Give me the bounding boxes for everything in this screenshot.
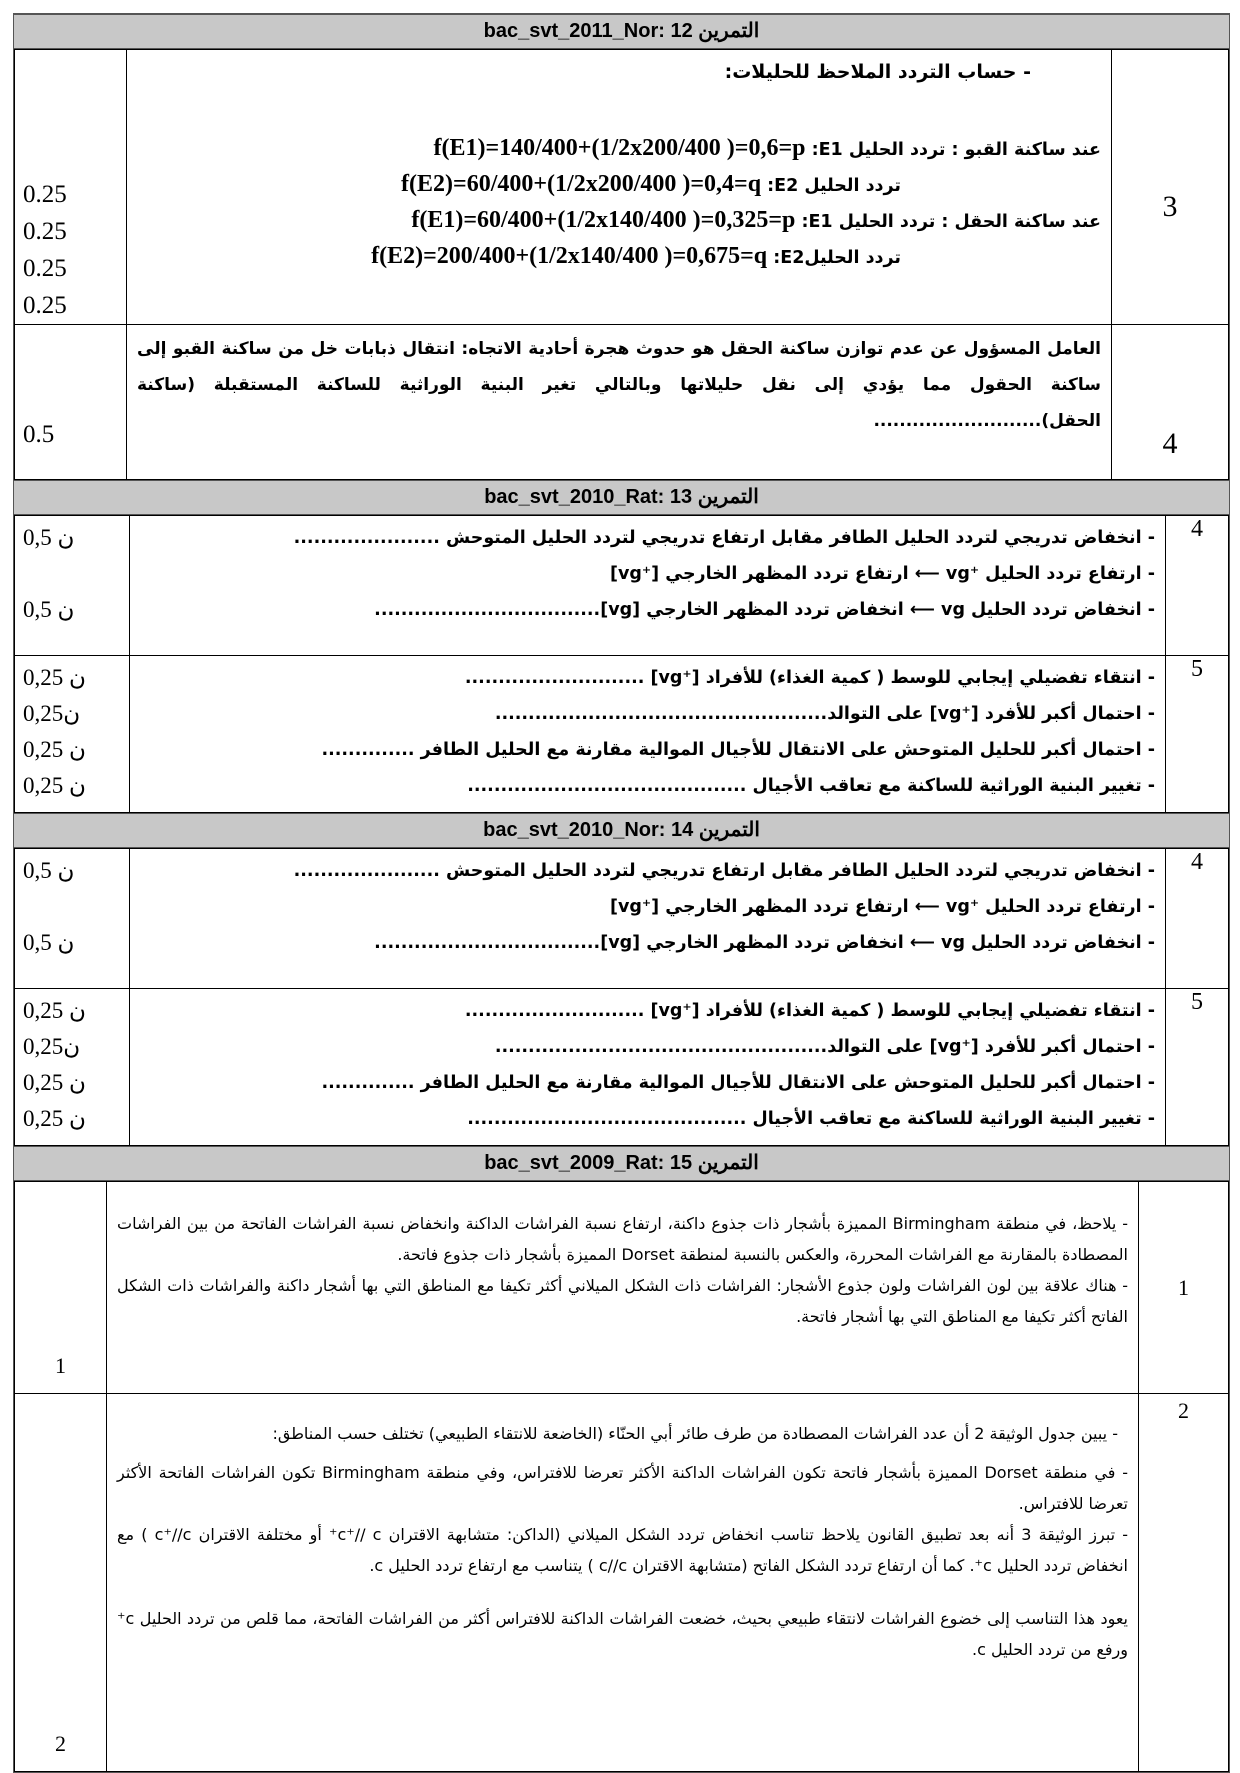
answer-paragraph: - تبرز الوثيقة 3 أنه بعد تطبيق القانون يلاحظ تناسب انخفاض تردد الشكل الميلاني (الداكن: متشابهة الاقتران c⁺// c⁺ أو مختلفة الاقتران c⁺//c ) مع انخفاض تردد الحليل c⁺. كما أن ارتفاع تردد الشكل الفاتح (متشابهة الاقتران c//c ) يتناسب مع ارتفاع تردد الحليل c. bbox=[117, 1525, 1129, 1575]
answer-line: - انخفاض تردد الحليل vg ⟵ انخفاض تردد المظهر الخارجي [vg].................................. bbox=[374, 600, 1155, 620]
score: 0,25 ن bbox=[23, 773, 86, 798]
score: 0.25 bbox=[23, 292, 67, 319]
question-number: 1 bbox=[1139, 1182, 1229, 1394]
equation: f(E2)=60/400+(1/2x200/400 )=0,4=q bbox=[401, 171, 762, 197]
answer-line: - انخفاض تدريجي لتردد الحليل الطافر مقابل ارتفاع تدريجي لتردد الحليل المتوحش ...................... bbox=[293, 861, 1155, 881]
answer-cell bbox=[130, 516, 1166, 656]
score: 0,25 ن bbox=[23, 1070, 86, 1095]
score-cell bbox=[15, 989, 130, 1146]
exercise-15-table bbox=[14, 1181, 1229, 1772]
answer-line: - انخفاض تدريجي لتردد الحليل الطافر مقابل ارتفاع تدريجي لتردد الحليل المتوحش ...................... bbox=[293, 528, 1155, 548]
answer-line: - انتقاء تفضيلي إيجابي للوسط ( كمية الغذاء) للأفراد [⁺vg] ........................... bbox=[464, 1001, 1155, 1021]
answer-cell bbox=[107, 1394, 1139, 1772]
answer-line: - انخفاض تردد الحليل vg ⟵ انخفاض تردد المظهر الخارجي [vg].................................. bbox=[374, 933, 1155, 953]
exercise-15-header: bac_svt_2009_Rat: 15 التمرين bbox=[14, 1146, 1229, 1181]
question-number: 4 bbox=[1166, 516, 1229, 656]
score bbox=[23, 889, 129, 925]
answer-cell bbox=[130, 656, 1166, 813]
answer-line bbox=[137, 166, 1101, 202]
exercise-13-header: bac_svt_2010_Rat: 13 التمرين bbox=[14, 480, 1229, 515]
equation: f(E1)=60/400+(1/2x140/400 )=0,325=p bbox=[411, 207, 796, 233]
question-4-row bbox=[15, 849, 1229, 989]
exercise-14-header: bac_svt_2010_Nor: 14 التمرين bbox=[14, 813, 1229, 848]
answer-cell bbox=[107, 1182, 1139, 1394]
score: 0,5 ن bbox=[23, 597, 75, 622]
answer-line: - انتقاء تفضيلي إيجابي للوسط ( كمية الغذاء) للأفراد [⁺vg] ........................... bbox=[464, 668, 1155, 688]
score: 0,5 ن bbox=[23, 525, 75, 550]
exercise-13-table bbox=[14, 515, 1229, 813]
score: 1 bbox=[15, 1182, 107, 1394]
answer-cell bbox=[130, 849, 1166, 989]
question-4-row bbox=[15, 325, 1229, 480]
line-label: عند ساكنة الحقل : تردد الحليل E1: bbox=[801, 212, 1101, 232]
answer-line bbox=[137, 202, 1101, 238]
score: 0,25 ن bbox=[23, 998, 86, 1023]
question-1-row bbox=[15, 1182, 1229, 1394]
answer-line: - تغيير البنية الوراثية للساكنة مع تعاقب الأجيال .......................................... bbox=[467, 776, 1155, 796]
score-cell bbox=[15, 50, 127, 325]
answer-line bbox=[137, 130, 1101, 166]
exercise-12-table bbox=[14, 49, 1229, 480]
answer-cell bbox=[130, 989, 1166, 1146]
answer-line: - احتمال أكبر للحليل المتوحش على الانتقال للأجيال الموالية مقارنة مع الحليل الطافر .............. bbox=[321, 740, 1155, 760]
score: 0.5 bbox=[15, 325, 127, 480]
score: 0,25 ن bbox=[23, 737, 86, 762]
score: 0,25 ن bbox=[23, 665, 86, 690]
answer-paragraph: يعود هذا التناسب إلى خضوع الفراشات لانتقاء طبيعي بحيث، خضعت الفراشات الداكنة للافتراس أكثر من الفراشات الفاتحة، مما قلص من تردد الحليل c⁺ ورفع من تردد الحليل c. bbox=[117, 1609, 1128, 1659]
answer-line: - احتمال أكبر للأفرد [⁺vg] على التوالد.................................................. bbox=[494, 1037, 1155, 1057]
score-cell bbox=[15, 849, 130, 989]
question-number: 2 bbox=[1139, 1394, 1229, 1772]
question-5-row bbox=[15, 989, 1229, 1146]
answer-line bbox=[137, 238, 1101, 274]
score: 0.25 bbox=[23, 255, 67, 282]
answer-paragraph: - هناك علاقة بين لون الفراشات ولون جذوع الأشجار: الفراشات ذات الشكل الميلاني أكثر تكيفا مع المناطق التي بها أشجار داكنة والفراشات ذات الشكل الفاتح أكثر تكيفا مع المناطق التي بها أشجار فاتحة. bbox=[117, 1276, 1128, 1326]
question-3-row bbox=[15, 50, 1229, 325]
line-label: تردد الحليلE2: bbox=[773, 248, 901, 268]
question-number: 5 bbox=[1166, 656, 1229, 813]
answer-paragraph: - يلاحظ، في منطقة Birmingham المميزة بأشجار ذات جذوع داكنة، ارتفاع نسبة الفراشات الداكنة وانخفاض نسبة الفراشات الفاتحة من بين الفراشات المصطادة بالمقارنة مع الفراشات المحررة، والعكس بالنسبة لمنطقة Dorset المميزة بأشجار ذات جذوع فاتحة. bbox=[117, 1214, 1128, 1264]
score: 0,25ن bbox=[23, 701, 81, 726]
equation: f(E1)=140/400+(1/2x200/400 )=0,6=p bbox=[433, 135, 806, 161]
answer-line: - تغيير البنية الوراثية للساكنة مع تعاقب الأجيال .......................................... bbox=[467, 1109, 1155, 1129]
line-label: تردد الحليل E2: bbox=[767, 176, 901, 196]
answer-line: - احتمال أكبر للحليل المتوحش على الانتقال للأجيال الموالية مقارنة مع الحليل الطافر .............. bbox=[321, 1073, 1155, 1093]
question-4-row bbox=[15, 516, 1229, 656]
score: 0,25ن bbox=[23, 1034, 81, 1059]
exercise-14-table bbox=[14, 848, 1229, 1146]
question-2-row bbox=[15, 1394, 1229, 1772]
answer-line: - ارتفاع تردد الحليل ⁺vg ⟵ ارتفاع تردد المظهر الخارجي [⁺vg] bbox=[609, 564, 1155, 584]
question-number: 4 bbox=[1112, 325, 1229, 480]
score: 2 bbox=[15, 1394, 107, 1772]
question-number: 5 bbox=[1166, 989, 1229, 1146]
answer-cell bbox=[127, 50, 1112, 325]
score: 0,5 ن bbox=[23, 930, 75, 955]
score-cell bbox=[15, 516, 130, 656]
answer-line: - احتمال أكبر للأفرد [⁺vg] على التوالد.................................................. bbox=[494, 704, 1155, 724]
equation: f(E2)=200/400+(1/2x140/400 )=0,675=q bbox=[371, 243, 768, 269]
score: 0,5 ن bbox=[23, 858, 75, 883]
answer-line: - ارتفاع تردد الحليل ⁺vg ⟵ ارتفاع تردد المظهر الخارجي [⁺vg] bbox=[609, 897, 1155, 917]
answer-paragraph: - يبين جدول الوثيقة 2 أن عدد الفراشات المصطادة من طرف طائر أبي الحنّاء (الخاضعة للانتقاء الطبيعي) تختلف حسب المناطق: bbox=[272, 1424, 1118, 1443]
line-label: عند ساكنة القبو : تردد الحليل E1: bbox=[811, 140, 1101, 160]
correction-page bbox=[13, 13, 1230, 1773]
score bbox=[23, 556, 129, 592]
answer-text: العامل المسؤول عن عدم توازن ساكنة الحقل هو حدوث هجرة أحادية الاتجاه: انتقال ذبابات خل من ساكنة القبو إلى ساكنة الحقول مما يؤدي إلى نقل حليلاتها وبالتالي تغير البنية الوراثية للساكنة المستقبلة (ساكنة الحقل).......................... bbox=[127, 325, 1112, 480]
question-number: 4 bbox=[1166, 849, 1229, 989]
score-cell bbox=[15, 656, 130, 813]
score: 0.25 bbox=[23, 218, 67, 245]
question-number: 3 bbox=[1112, 50, 1229, 325]
score: 0,25 ن bbox=[23, 1106, 86, 1131]
question-5-row bbox=[15, 656, 1229, 813]
answer-heading: - حساب التردد الملاحظ للحليلات: bbox=[724, 61, 1031, 83]
score: 0.25 bbox=[23, 181, 67, 208]
answer-paragraph: - في منطقة Dorset المميزة بأشجار فاتحة تكون الفراشات الداكنة الأكثر تعرضا للافتراس، وفي منطقة Birmingham تكون الفراشات الفاتحة الأكثر تعرضا للافتراس. bbox=[117, 1463, 1129, 1513]
exercise-12-header: bac_svt_2011_Nor: 12 التمرين bbox=[14, 14, 1229, 49]
